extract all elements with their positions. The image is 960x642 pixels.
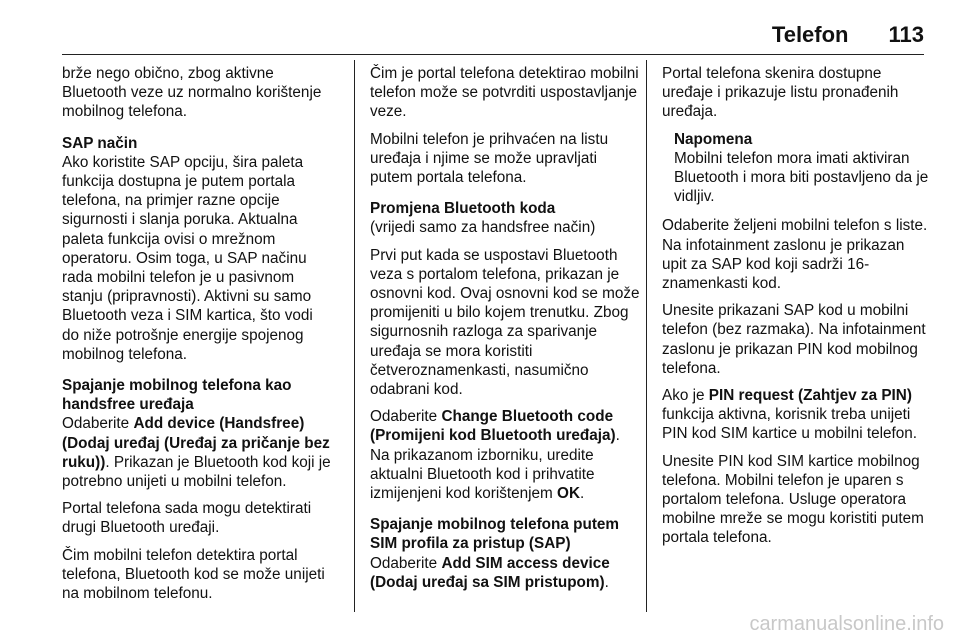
header-rule xyxy=(62,54,924,55)
column-3 xyxy=(662,64,932,556)
ok-label: OK xyxy=(557,485,580,503)
section-heading: SAP način xyxy=(62,134,138,152)
note-box xyxy=(674,130,932,207)
note-title: Napomena xyxy=(674,130,753,148)
section-heading: Promjena Bluetooth koda xyxy=(370,200,556,218)
paragraph: Portal telefona sada mogu detektirati drugi Bluetooth uređaji. xyxy=(62,500,312,537)
paragraph: Odaberite Change Bluetooth code (Promijeni kod Bluetooth uređaja). Na prikazanom izborniku, uredite aktualni Bluetooth kod i prihvatite izmijenjeni kod korištenjem OK. xyxy=(370,408,620,503)
section-title: Telefon xyxy=(771,22,849,47)
menu-option: Change Bluetooth code (Promijeni kod Bluetooth uređaja) xyxy=(370,408,616,445)
paragraph: Ako koristite SAP opciju, šira paleta funkcija dostupna je putem portala telefona, na primjer razne opcije sigurnosti i slanja poruka. Aktualna paleta funkcija ovisi o mrežnom operatoru. Osim toga, u SAP načinu rada mobilni telefon je u pasivnom stanju (pripravnosti). Aktivni su samo Bluetooth veza i SIM kartica, što vodi do niže potrošnje energije spojenog mobilnog telefona. xyxy=(62,153,313,363)
section-heading: Spajanje mobilnog telefona kao handsfree uređaja xyxy=(62,377,292,414)
menu-option: Add device (Handsfree) (Dodaj uređaj (Uređaj za pričanje bez ruku)) xyxy=(62,415,330,471)
page-number: 113 xyxy=(888,22,924,47)
menu-option: Add SIM access device (Dodaj uređaj sa SIM pristupom) xyxy=(370,554,610,591)
paragraph: Unesite prikazani SAP kod u mobilni telefon (bez razmaka). Na infotainment zaslonu je prikazan PIN kod mobilnog telefona. xyxy=(662,302,926,377)
column-divider xyxy=(646,60,647,612)
paragraph: (vrijedi samo za handsfree način) xyxy=(370,219,596,237)
note-text: Mobilni telefon mora imati aktiviran Bluetooth i mora biti postavljeno da je vidljiv. xyxy=(674,149,929,206)
page-header xyxy=(772,22,924,48)
column-divider xyxy=(354,60,355,612)
paragraph: Portal telefona skenira dostupne uređaje i prikazuje listu pronađenih uređaja. xyxy=(662,65,899,121)
paragraph: Prvi put kada se uspostavi Bluetooth veza s portalom telefona, prikazan je osnovni kod. Ovaj osnovni kod se može promijeniti u bilo kojem trenutku. Zbog sigurnosnih razloga za sparivanje uređaja se mora koristiti četveroznamenkasti, nasumično odabrani kod. xyxy=(370,246,640,399)
paragraph: Mobilni telefon je prihvaćen na listu uređaja i njime se može upravljati putem portala telefona. xyxy=(370,130,609,187)
paragraph: Odaberite Add device (Handsfree) (Dodaj uređaj (Uređaj za pričanje bez ruku)). Prikazan je Bluetooth kod koji je potrebno unijeti u mobilni telefon. xyxy=(62,415,331,491)
column-1 xyxy=(62,64,332,611)
paragraph: Čim mobilni telefon detektira portal telefona, Bluetooth kod se može unijeti na mobilnom telefonu. xyxy=(62,546,325,603)
paragraph: Odaberite Add SIM access device (Dodaj uređaj sa SIM pristupom). xyxy=(370,554,610,591)
paragraph: Ako je PIN request (Zahtjev za PIN) funkcija aktivna, korisnik treba unijeti PIN kod SIM kartice u mobilni telefon. xyxy=(662,387,918,443)
paragraph: Unesite PIN kod SIM kartice mobilnog telefona. Mobilni telefon je uparen s portalom telefona. Usluge operatora mobilne mreže se mogu koristiti putem portala telefona. xyxy=(662,452,924,547)
section-heading: Spajanje mobilnog telefona putem SIM profila za pristup (SAP) xyxy=(370,516,620,553)
paragraph: brže nego obično, zbog aktivne Bluetooth veze uz normalno korištenje mobilnog telefona. xyxy=(62,65,322,121)
paragraph: Čim je portal telefona detektirao mobilni telefon može se potvrditi uspostavljanje veze. xyxy=(370,65,639,121)
watermark: carmanualsonline.info xyxy=(749,613,944,635)
menu-option: PIN request (Zahtjev za PIN) xyxy=(708,387,912,405)
column-2 xyxy=(370,64,640,600)
paragraph: Odaberite željeni mobilni telefon s liste. Na infotainment zaslonu je prikazan upit za SAP kod koji sadrži 16-znamenkasti kod. xyxy=(662,217,928,293)
